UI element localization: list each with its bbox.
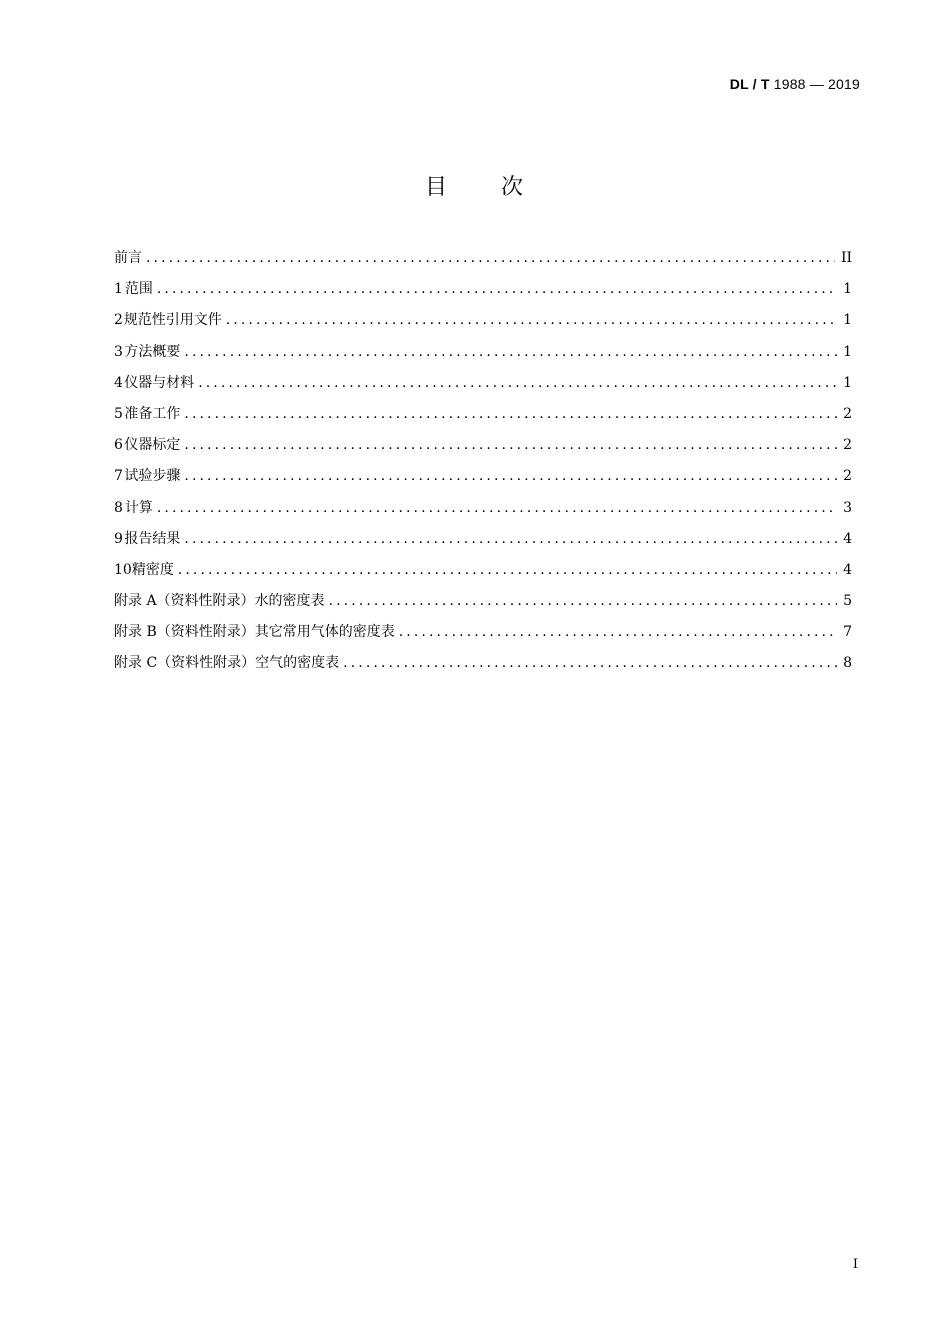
toc-entry-label: 方法概要 <box>124 343 181 360</box>
document-code-number: 1988 — 2019 <box>773 76 860 92</box>
toc-leader-dots <box>226 310 837 330</box>
toc-leader-dots <box>184 404 837 424</box>
toc-entry-label: 仪器与材料 <box>124 374 195 391</box>
toc-entry-appendix-b[interactable] <box>114 622 852 653</box>
toc-entry-label: 附录 A（资料性附录）水的密度表 <box>114 593 325 610</box>
toc-entry-page: 1 <box>843 374 852 391</box>
toc-entry-normative-references[interactable] <box>114 310 852 341</box>
toc-leader-dots <box>184 342 837 362</box>
toc-entry-number: 1 <box>114 281 123 298</box>
toc-entry-page: 4 <box>843 561 852 578</box>
toc-entry-label: 准备工作 <box>124 405 181 422</box>
toc-entry-page: 5 <box>843 593 852 610</box>
toc-leader-dots <box>399 622 837 642</box>
toc-entry-page: 2 <box>843 468 852 485</box>
toc-leader-dots <box>178 560 837 580</box>
toc-title <box>0 170 950 201</box>
toc-entry-label: 仪器标定 <box>124 437 181 454</box>
toc-leader-dots <box>329 591 838 611</box>
toc-leader-dots <box>184 466 837 486</box>
toc-entry-report[interactable] <box>114 529 852 560</box>
toc-entry-label: 前言 <box>114 250 142 266</box>
document-code <box>730 76 860 92</box>
toc-entry-preface[interactable] <box>114 248 852 279</box>
document-code-prefix: DL / T <box>729 76 770 92</box>
toc-entry-label: 附录 B（资料性附录）其它常用气体的密度表 <box>114 624 395 641</box>
toc-entry-number: 4 <box>114 374 123 391</box>
toc-entry-page: 1 <box>843 281 852 298</box>
toc-leader-dots <box>184 435 837 455</box>
toc-entry-number: 6 <box>114 437 123 454</box>
toc-title-left: 目 <box>424 175 449 200</box>
toc-entry-number: 10 <box>114 561 132 578</box>
toc-entry-number: 3 <box>114 343 123 360</box>
toc-entry-number: 2 <box>114 312 123 329</box>
toc-entry-page: 8 <box>843 655 852 672</box>
toc-leader-dots <box>157 279 837 299</box>
toc-entry-label: 计算 <box>124 499 153 516</box>
toc-entry-page: 2 <box>843 437 852 454</box>
toc-entry-page: 3 <box>843 499 852 516</box>
toc-entry-label: 范围 <box>124 281 153 298</box>
toc-entry-preparation[interactable] <box>114 404 852 435</box>
toc-entry-page: 2 <box>843 405 852 422</box>
toc-entry-label: 规范性引用文件 <box>123 312 222 329</box>
toc-title-right: 次 <box>501 175 526 200</box>
toc-leader-dots <box>184 529 837 549</box>
toc-entry-method-summary[interactable] <box>114 342 852 373</box>
toc-leader-dots <box>157 498 837 518</box>
toc-entry-number: 5 <box>114 405 123 422</box>
page-number: I <box>852 1257 858 1272</box>
toc-entry-label: 试验步骤 <box>124 468 181 485</box>
toc-entry-page: 1 <box>843 312 852 329</box>
toc-entry-appendix-c[interactable] <box>114 653 852 684</box>
toc-list <box>114 248 852 685</box>
toc-leader-dots <box>343 653 837 673</box>
toc-entry-number: 9 <box>114 530 123 547</box>
toc-entry-page: 7 <box>843 624 852 641</box>
toc-entry-test-procedure[interactable] <box>114 466 852 497</box>
toc-leader-dots <box>198 373 837 393</box>
toc-entry-label: 报告结果 <box>124 530 181 547</box>
toc-leader-dots <box>146 248 835 268</box>
toc-entry-calculation[interactable] <box>114 498 852 529</box>
toc-entry-number: 7 <box>114 468 123 485</box>
toc-entry-appendix-a[interactable] <box>114 591 852 622</box>
toc-entry-scope[interactable] <box>114 279 852 310</box>
toc-entry-calibration[interactable] <box>114 435 852 466</box>
toc-entry-number: 8 <box>114 499 123 516</box>
toc-entry-label: 精密度 <box>131 561 174 578</box>
toc-entry-label: 附录 C（资料性附录）空气的密度表 <box>114 655 340 672</box>
toc-entry-page: 4 <box>843 530 852 547</box>
toc-entry-instruments[interactable] <box>114 373 852 404</box>
toc-entry-page: II <box>840 250 852 266</box>
toc-entry-page: 1 <box>843 343 852 360</box>
toc-entry-precision[interactable] <box>114 560 852 591</box>
